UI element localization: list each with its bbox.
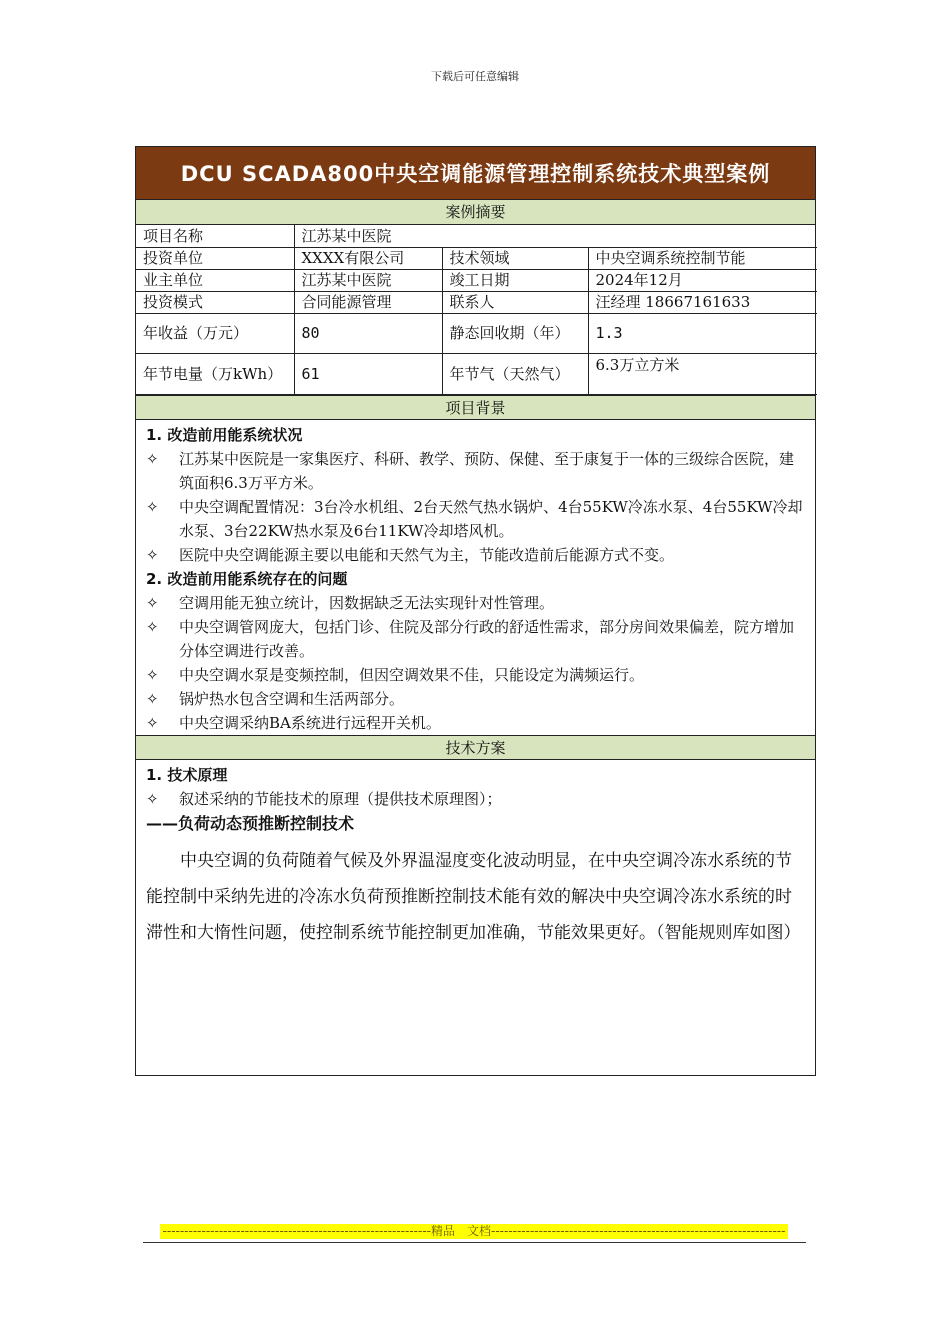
list-item-text: 中央空调水泵是变频控制，但因空调效果不佳，只能设定为满频运行。 <box>179 665 645 684</box>
payback-value: 1.3 <box>588 313 817 353</box>
list-item <box>146 787 805 811</box>
owner-label: 业主单位 <box>136 269 294 291</box>
project-name-value: 江苏某中医院 <box>294 225 817 247</box>
bullet-icon: ✧ <box>146 689 159 708</box>
document-title: DCU SCADA800中央空调能源管理控制系统技术典型案例 <box>136 147 815 200</box>
list-item <box>146 543 805 567</box>
case-document <box>135 146 816 1076</box>
footer-banner: --------------------------------------------------------------精品 文档-------------------------------------------------------------------- <box>160 1224 788 1239</box>
solution-heading: 技术方案 <box>136 735 815 760</box>
bullet-icon: ✧ <box>146 617 159 636</box>
elec-value: 61 <box>294 353 442 394</box>
completion-value: 2024年12月 <box>588 269 817 291</box>
bullet-icon: ✧ <box>146 789 159 808</box>
list-item-text: 锅炉热水包含空调和生活两部分。 <box>179 689 405 708</box>
list-item <box>146 591 805 615</box>
revenue-value: 80 <box>294 313 442 353</box>
table-row <box>136 247 817 269</box>
table-row <box>136 291 817 313</box>
contact-label: 联系人 <box>442 291 588 313</box>
list-item <box>146 687 805 711</box>
solution-paragraph: 中央空调的负荷随着气候及外界温湿度变化波动明显，在中央空调冷冻水系统的节能控制中采纳先进的冷冻水负荷预推断控制技术能有效的解决中央空调冷冻水系统的时滞性和大惰性问题，使控制系统节能控制更加准确，节能效果更好。（智能规则库如图） <box>146 850 801 943</box>
list-item-text: 中央空调配置情况：3台冷水机组、2台天然气热水锅炉、4台55KW冷冻水泵、4台55KW冷却水泵、3台22KW热水泵及6台11KW冷却塔风机。 <box>179 497 803 540</box>
mode-label: 投资模式 <box>136 291 294 313</box>
list-item-text: 中央空调管网庞大，包括门诊、住院及部分行政的舒适性需求，部分房间效果偏差，院方增加分体空调进行改善。 <box>179 617 795 660</box>
background-heading: 项目背景 <box>136 395 815 420</box>
list-item <box>146 495 805 543</box>
owner-value: 江苏某中医院 <box>294 269 442 291</box>
gas-value: 6.3万立方米 <box>588 353 817 394</box>
bullet-icon: ✧ <box>146 497 159 516</box>
list-item <box>146 447 805 495</box>
list-item-text: 叙述采纳的节能技术的原理（提供技术原理图）； <box>179 789 502 808</box>
gas-label: 年节气（天然气） <box>442 353 588 394</box>
bullet-icon: ✧ <box>146 449 159 468</box>
list-item <box>146 711 805 735</box>
solution-subtitle: ——负荷动态预推断控制技术 <box>146 813 355 833</box>
bullet-icon: ✧ <box>146 545 159 564</box>
tech-field-label: 技术领域 <box>442 247 588 269</box>
bullet-icon: ✧ <box>146 593 159 612</box>
revenue-label: 年收益（万元） <box>136 313 294 353</box>
solution-section-1-title: 1. 技术原理 <box>146 765 228 784</box>
list-item-text: 中央空调采纳BA系统进行远程开关机。 <box>179 713 441 732</box>
summary-table <box>136 225 817 395</box>
header-note: 下载后可任意编辑 <box>431 70 519 83</box>
mode-value: 合同能源管理 <box>294 291 442 313</box>
investor-label: 投资单位 <box>136 247 294 269</box>
background-section-2-title: 2. 改造前用能系统存在的问题 <box>146 569 348 588</box>
table-row <box>136 269 817 291</box>
payback-label: 静态回收期（年） <box>442 313 588 353</box>
list-item <box>146 663 805 687</box>
project-name-label: 项目名称 <box>136 225 294 247</box>
bullet-icon: ✧ <box>146 713 159 732</box>
investor-value: XXXX有限公司 <box>294 247 442 269</box>
summary-heading: 案例摘要 <box>136 200 815 225</box>
background-section-1-title: 1. 改造前用能系统状况 <box>146 425 303 444</box>
list-item-text: 医院中央空调能源主要以电能和天然气为主，节能改造前后能源方式不变。 <box>179 545 675 564</box>
footer-divider <box>143 1242 806 1243</box>
table-row <box>136 313 817 353</box>
solution-content <box>136 760 815 951</box>
list-item-text: 空调用能无独立统计，因数据缺乏无法实现针对性管理。 <box>179 593 555 612</box>
elec-label: 年节电量（万kWh） <box>136 353 294 394</box>
completion-label: 竣工日期 <box>442 269 588 291</box>
table-row <box>136 353 817 394</box>
bullet-icon: ✧ <box>146 665 159 684</box>
table-row <box>136 225 817 247</box>
list-item-text: 江苏某中医院是一家集医疗、科研、教学、预防、保健、至于康复于一体的三级综合医院，建筑面积6.3万平方米。 <box>179 449 795 492</box>
contact-value: 汪经理 18667161633 <box>588 291 817 313</box>
list-item <box>146 615 805 663</box>
background-content <box>136 420 815 735</box>
tech-field-value: 中央空调系统控制节能 <box>588 247 817 269</box>
